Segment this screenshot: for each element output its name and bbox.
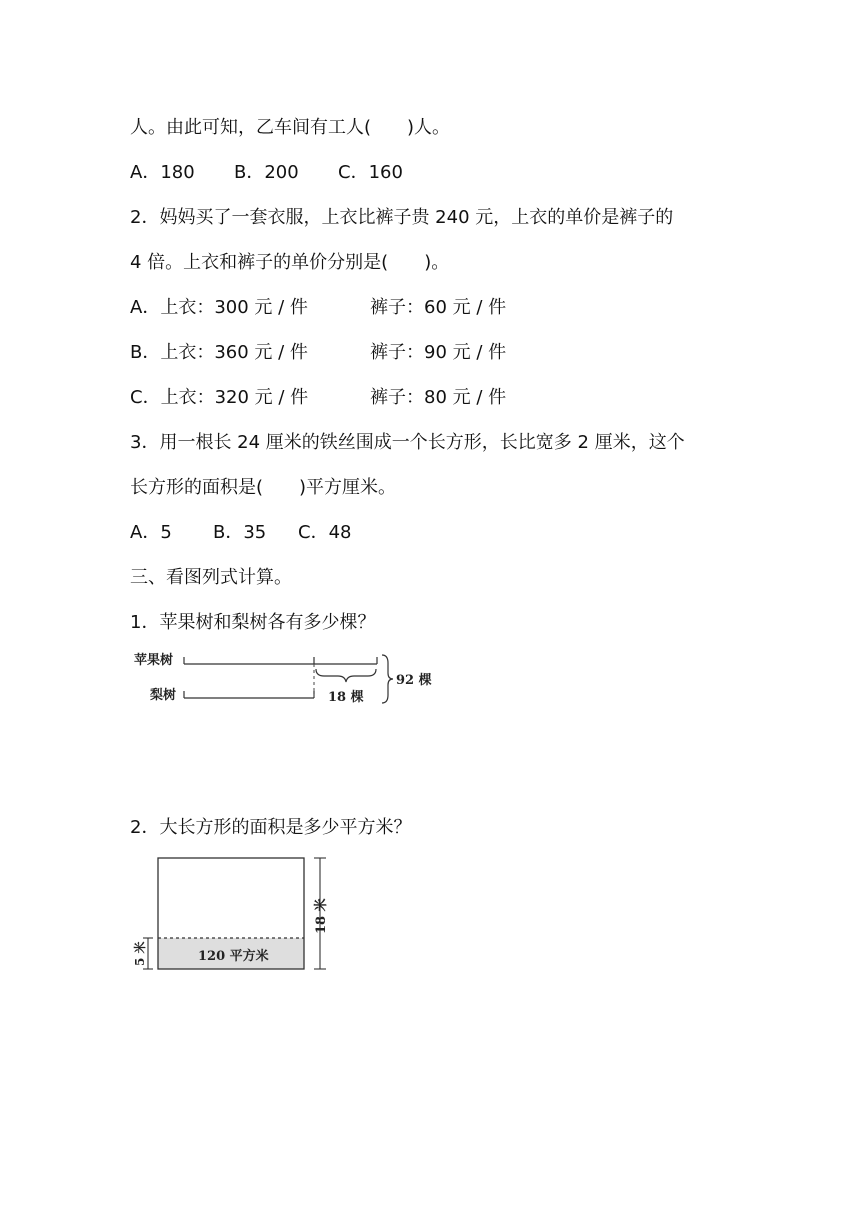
q2-option-a-top: A．上衣：300 元 / 件	[130, 297, 308, 318]
small-height-label: 5 米	[133, 941, 147, 966]
apple-tree-label: 苹果树	[134, 653, 174, 668]
pear-tree-label: 梨树	[150, 688, 177, 703]
section-heading: 三、看图列式计算。	[130, 567, 292, 588]
height-label: 18 米	[314, 898, 329, 934]
problem2-question: 2．大长方形的面积是多少平方米？	[130, 817, 412, 838]
q2-option-c-pants: 裤子：80 元 / 件	[370, 387, 507, 408]
total-brace	[382, 655, 393, 703]
difference-label: 18 棵	[328, 690, 364, 705]
difference-brace	[316, 669, 376, 682]
q2-option-c-top: C．上衣：320 元 / 件	[130, 387, 309, 408]
tree-segment-diagram	[130, 645, 440, 710]
q1-option-a: A．180	[130, 162, 195, 183]
pear-segment	[184, 691, 314, 698]
problem1-question: 1．苹果树和梨树各有多少棵？	[130, 612, 376, 633]
total-label: 92 棵	[396, 673, 432, 688]
q1-option-b: B．200	[234, 162, 299, 183]
q1-tail-text: 人。由此可知，乙车间有工人( )人。	[130, 117, 451, 138]
apple-segment	[184, 657, 377, 664]
q3-line1: 3．用一根长 24 厘米的铁丝围成一个长方形，长比宽多 2 厘米，这个	[130, 432, 685, 453]
small-area-label: 120 平方米	[198, 949, 269, 964]
q2-line2: 4 倍。上衣和裤子的单价分别是( )。	[130, 252, 450, 273]
q2-option-b-top: B．上衣：360 元 / 件	[130, 342, 308, 363]
q3-line2: 长方形的面积是( )平方厘米。	[130, 477, 397, 498]
rectangle-diagram	[130, 852, 340, 977]
q3-option-b: B．35	[213, 522, 267, 543]
q2-option-b-pants: 裤子：90 元 / 件	[370, 342, 507, 363]
q2-option-a-pants: 裤子：60 元 / 件	[370, 297, 507, 318]
q2-line1: 2．妈妈买了一套衣服，上衣比裤子贵 240 元，上衣的单价是裤子的	[130, 207, 674, 228]
q1-option-c: C．160	[338, 162, 403, 183]
q3-option-a: A．5	[130, 522, 172, 543]
q3-option-c: C．48	[298, 522, 352, 543]
